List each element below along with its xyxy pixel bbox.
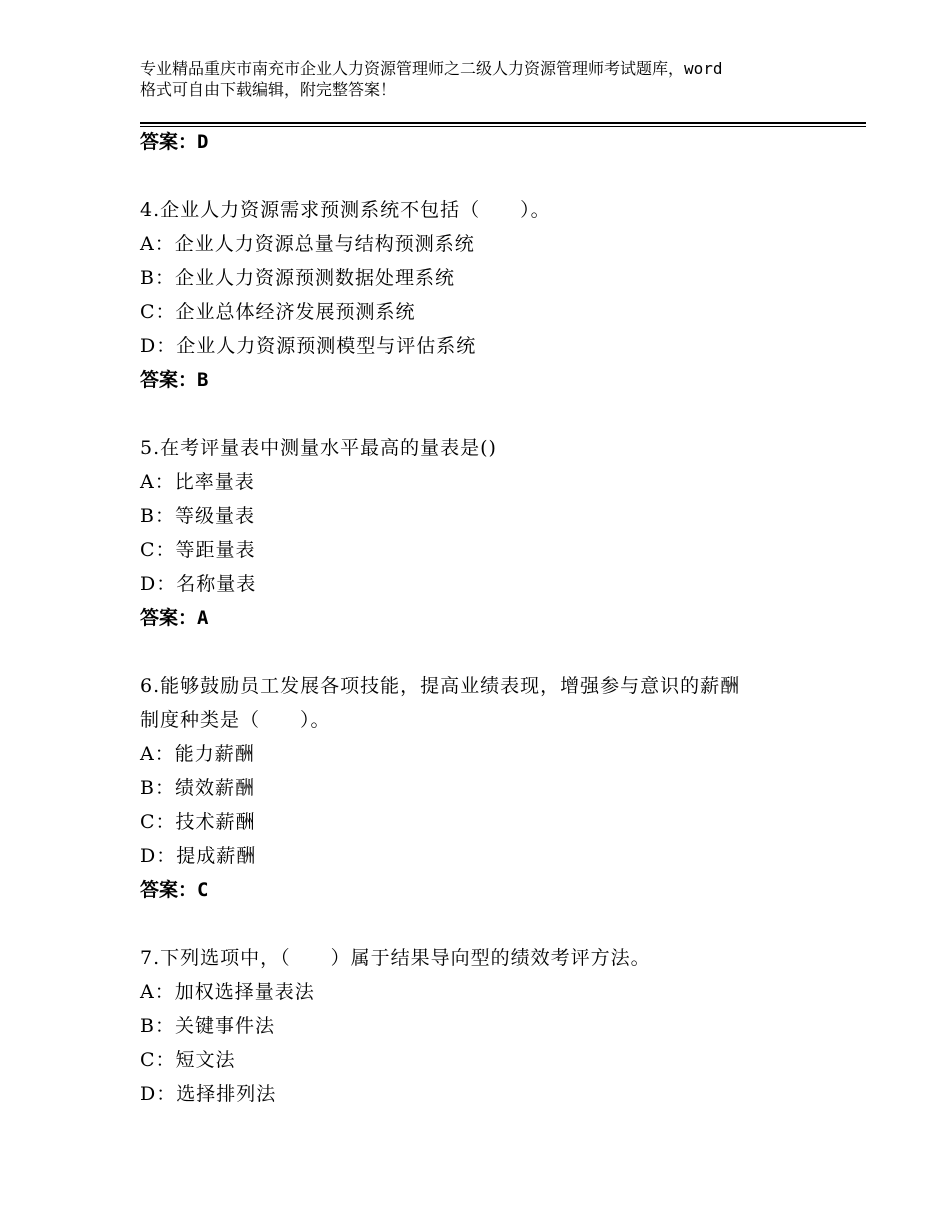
question-4: [140, 193, 860, 397]
question-6-option-c: C：技术薪酬: [140, 811, 256, 833]
header-divider-thick: [140, 122, 866, 124]
question-6-stem-line-1: 6.能够鼓励员工发展各项技能，提高业绩表现，增强参与意识的薪酬: [140, 675, 741, 697]
question-6-stem-line-2: 制度种类是（ ）。: [140, 709, 331, 731]
question-7-stem: 7.下列选项中，（ ）属于结果导向型的绩效考评方法。: [140, 947, 651, 969]
question-7-option-c: C：短文法: [140, 1049, 236, 1071]
question-5-answer: 答案：A: [140, 607, 209, 629]
spacer: [140, 907, 860, 941]
question-4-option-b: B：企业人力资源预测数据处理系统: [140, 267, 455, 289]
question-7-option-d: D：选择排列法: [140, 1083, 277, 1105]
question-6-option-b: B：绩效薪酬: [140, 777, 255, 799]
question-5-option-a: A：比率量表: [140, 471, 255, 493]
question-5: [140, 431, 860, 635]
question-4-option-a: A：企业人力资源总量与结构预测系统: [140, 233, 475, 255]
question-4-option-d: D：企业人力资源预测模型与评估系统: [140, 335, 477, 357]
header-line-1: 专业精品重庆市南充市企业人力资源管理师之二级人力资源管理师考试题库，word: [140, 59, 723, 78]
question-5-stem: 5.在考评量表中测量水平最高的量表是(): [140, 437, 497, 459]
spacer: [140, 635, 860, 669]
question-6-answer: 答案：C: [140, 879, 209, 901]
question-5-option-b: B：等级量表: [140, 505, 255, 527]
question-7-option-b: B：关键事件法: [140, 1015, 275, 1037]
spacer: [140, 159, 860, 193]
question-4-answer: 答案：B: [140, 369, 209, 391]
question-5-option-c: C：等距量表: [140, 539, 256, 561]
question-7-option-a: A：加权选择量表法: [140, 981, 315, 1003]
question-5-option-d: D：名称量表: [140, 573, 257, 595]
question-list: [140, 125, 860, 1111]
question-6-option-d: D：提成薪酬: [140, 845, 257, 867]
header-line-2: 格式可自由下载编辑，附完整答案！: [140, 80, 397, 99]
question-4-stem: 4.企业人力资源需求预测系统不包括（ ）。: [140, 199, 551, 221]
spacer: [140, 397, 860, 431]
question-6-option-a: A：能力薪酬: [140, 743, 255, 765]
document-header: [140, 58, 830, 100]
answer-q3: 答案：D: [140, 131, 209, 153]
question-7: [140, 941, 860, 1111]
question-6: [140, 669, 860, 907]
question-4-option-c: C：企业总体经济发展预测系统: [140, 301, 416, 323]
